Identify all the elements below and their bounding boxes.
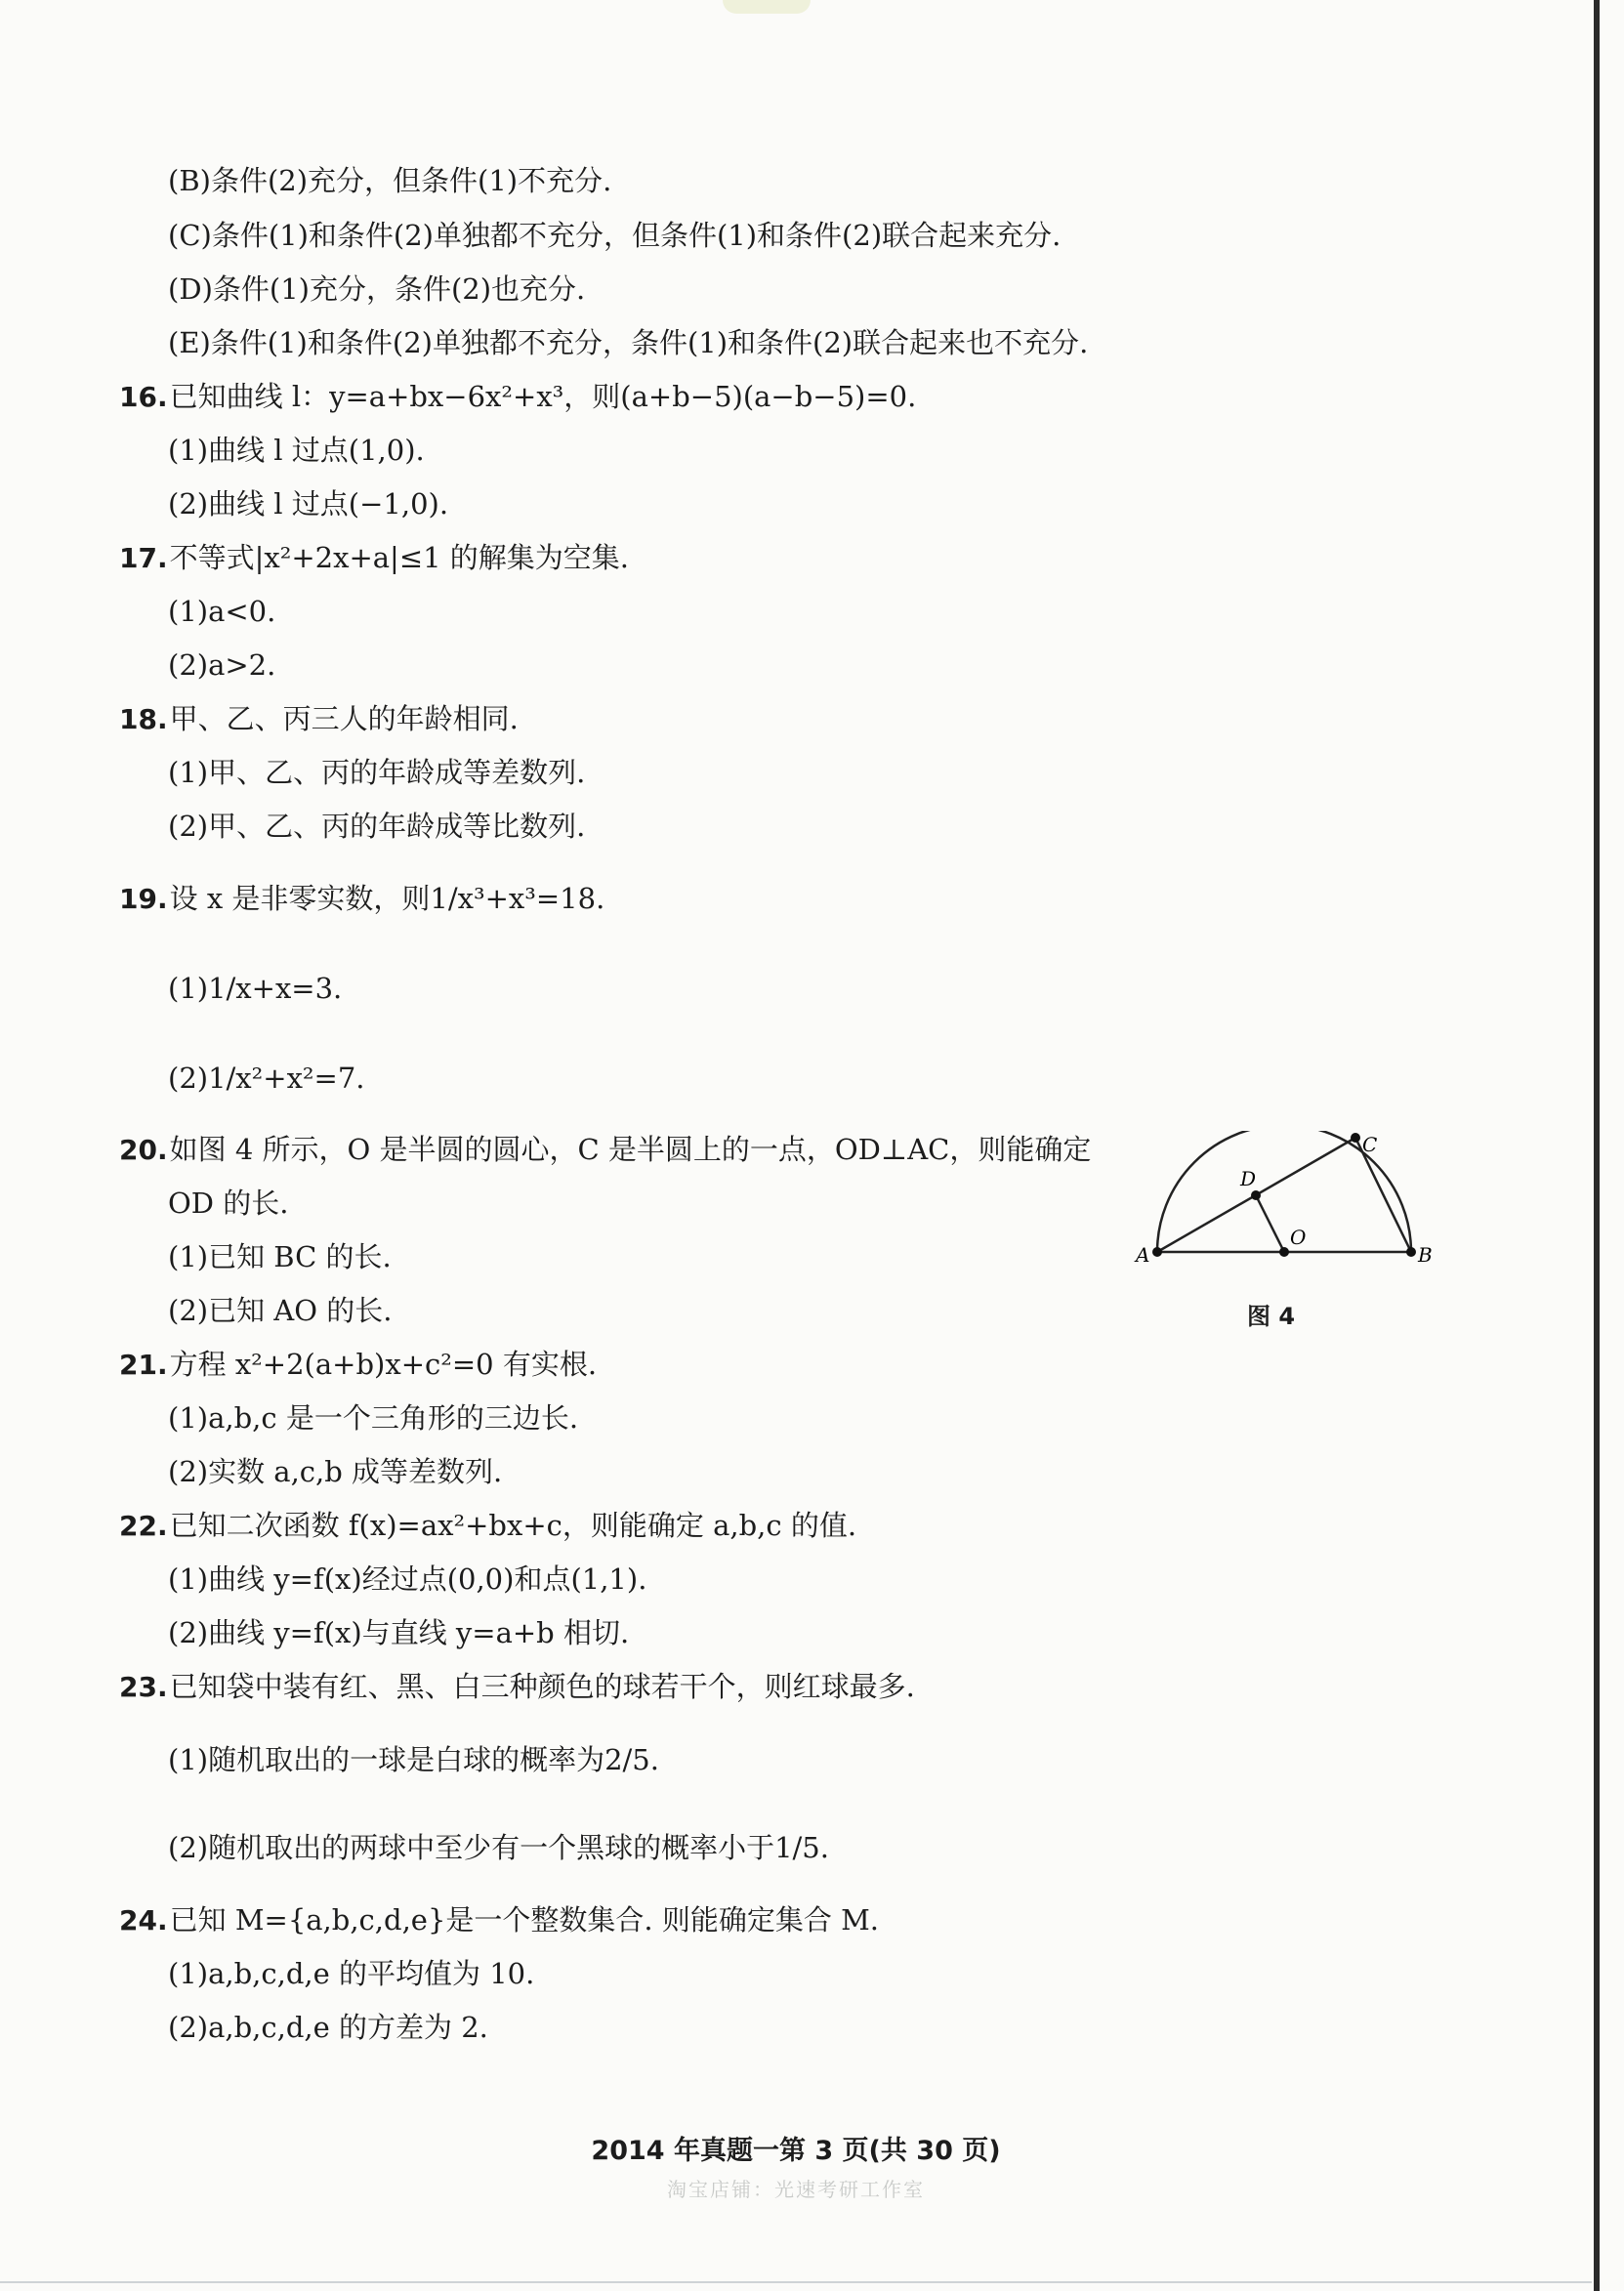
question-text: 设 x 是非零实数，则1/x³+x³=18. [169, 882, 605, 915]
point-a [1152, 1247, 1162, 1257]
question-number: 24. [119, 1904, 168, 1937]
condition-1: (1)a,b,c,d,e 的平均值为 10. [168, 1957, 535, 1990]
question-stem [119, 377, 916, 417]
question-stem [119, 879, 604, 919]
segment-od [1256, 1195, 1284, 1252]
question-number: 17. [119, 542, 168, 574]
condition-1: (1)甲、乙、丙的年龄成等差数列. [168, 756, 586, 789]
condition-2: (2)已知 AO 的长. [168, 1294, 393, 1327]
label-o: O [1290, 1226, 1307, 1249]
question-stem [119, 1130, 1091, 1170]
question-text: 已知 M={a,b,c,d,e}是一个整数集合. 则能确定集合 M. [169, 1903, 879, 1937]
question-text: 甲、乙、丙三人的年龄相同. [169, 702, 519, 735]
question-text: 已知二次函数 f(x)=ax²+bx+c，则能确定 a,b,c 的值. [169, 1509, 857, 1542]
question-number: 19. [119, 883, 168, 915]
option-c: (C)条件(1)和条件(2)单独都不充分，但条件(1)和条件(2)联合起来充分. [168, 219, 1062, 252]
condition-2: (2)甲、乙、丙的年龄成等比数列. [168, 810, 586, 843]
condition-2: (2)随机取出的两球中至少有一个黑球的概率小于1/5. [168, 1831, 829, 1864]
question-number: 20. [119, 1134, 168, 1166]
point-d [1251, 1190, 1261, 1200]
condition-1: (1)a<0. [168, 595, 276, 628]
question-text: 如图 4 所示，O 是半圆的圆心，C 是半圆上的一点，OD⊥AC，则能确定 [169, 1133, 1092, 1166]
condition-1: (1)曲线 l 过点(1,0). [168, 434, 425, 467]
question-text: 已知袋中装有红、黑、白三种颜色的球若干个，则红球最多. [169, 1670, 915, 1703]
condition-2: (2)1/x²+x²=7. [168, 1062, 365, 1095]
option-d: (D)条件(1)充分，条件(2)也充分. [168, 272, 586, 306]
condition-2: (2)曲线 y=f(x)与直线 y=a+b 相切. [168, 1616, 630, 1649]
option-e: (E)条件(1)和条件(2)单独都不充分，条件(1)和条件(2)联合起来也不充分. [168, 326, 1089, 359]
option-b: (B)条件(2)充分，但条件(1)不充分. [168, 164, 612, 197]
question-stem [119, 538, 629, 578]
point-c [1351, 1133, 1360, 1143]
condition-2: (2)曲线 l 过点(−1,0). [168, 487, 449, 521]
condition-2: (2)实数 a,c,b 成等差数列. [168, 1455, 503, 1488]
condition-2: (2)a,b,c,d,e 的方差为 2. [168, 2011, 488, 2044]
point-o [1279, 1247, 1289, 1257]
label-d: D [1240, 1167, 1257, 1190]
question-stem [119, 699, 519, 739]
question-text: 不等式|x²+2x+a|≤1 的解集为空集. [169, 541, 630, 574]
question-text: 方程 x²+2(a+b)x+c²=0 有实根. [169, 1348, 598, 1381]
question-number: 21. [119, 1349, 168, 1381]
question-stem-continued: OD 的长. [168, 1187, 289, 1220]
condition-1: (1)曲线 y=f(x)经过点(0,0)和点(1,1). [168, 1562, 647, 1596]
label-c: C [1362, 1133, 1378, 1157]
scan-bottom-line [0, 2281, 1592, 2283]
condition-1: (1)a,b,c 是一个三角形的三边长. [168, 1401, 579, 1435]
question-number: 23. [119, 1671, 168, 1703]
question-stem [119, 1900, 879, 1940]
question-number: 18. [119, 703, 168, 735]
scan-edge [1594, 0, 1600, 2291]
question-number: 22. [119, 1510, 168, 1542]
question-text: 已知曲线 l：y=a+bx−6x²+x³，则(a+b−5)(a−b−5)=0. [169, 380, 917, 413]
question-number: 16. [119, 381, 168, 413]
label-b: B [1418, 1243, 1433, 1267]
question-stem [119, 1506, 856, 1546]
figure-caption: 图 4 [1247, 1303, 1296, 1330]
condition-1: (1)已知 BC 的长. [168, 1240, 392, 1273]
label-a: A [1136, 1243, 1150, 1267]
condition-1: (1)随机取出的一球是白球的概率为2/5. [168, 1743, 659, 1776]
point-b [1406, 1247, 1416, 1257]
scan-smudge [723, 0, 811, 14]
condition-1: (1)1/x+x=3. [168, 972, 343, 1005]
page-footer: 2014 年真题一第 3 页(共 30 页) [591, 2136, 1001, 2166]
condition-2: (2)a>2. [168, 648, 276, 682]
question-stem [119, 1667, 915, 1707]
question-stem [119, 1345, 597, 1385]
watermark: 淘宝店铺：光速考研工作室 [667, 2178, 925, 2201]
